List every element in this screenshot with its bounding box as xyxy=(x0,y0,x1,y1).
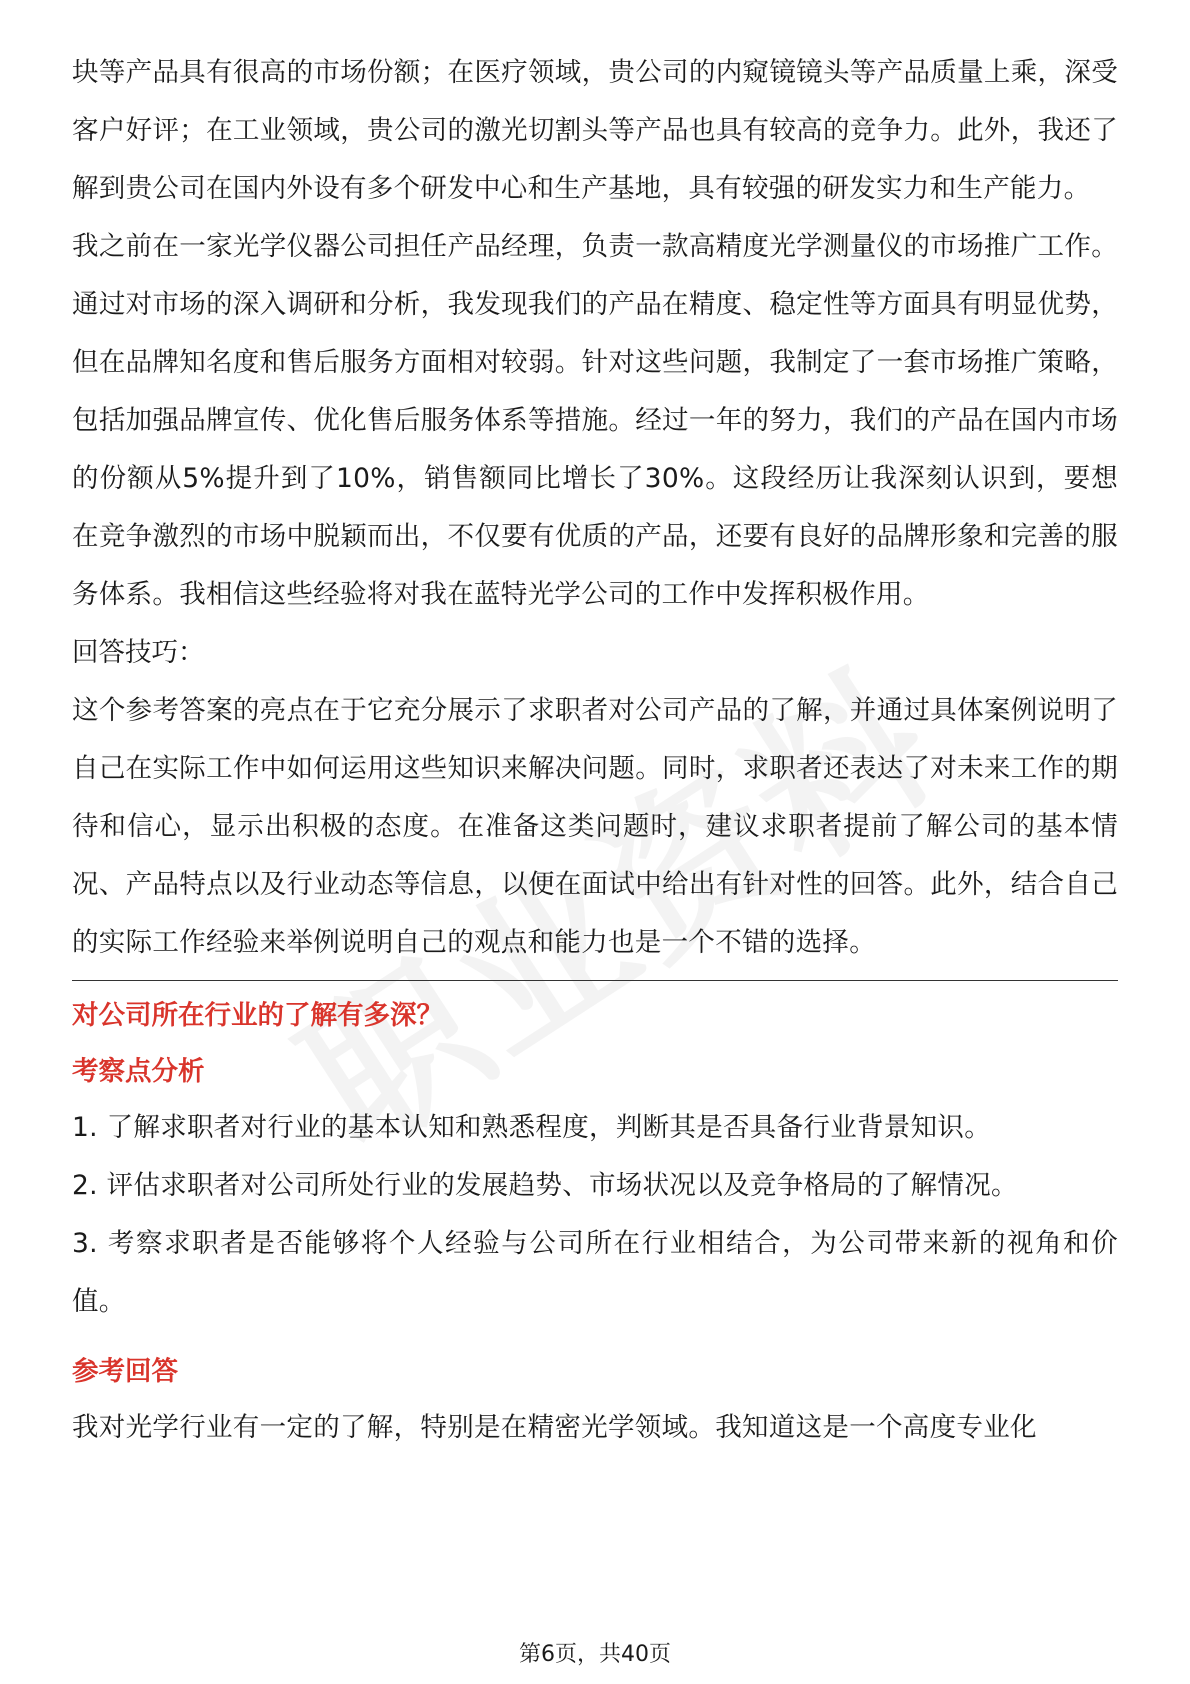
analysis-item-1: 1. 了解求职者对行业的基本认知和熟悉程度，判断其是否具备行业背景知识。 xyxy=(72,1112,992,1143)
question-heading: 对公司所在行业的了解有多深？ xyxy=(72,1000,443,1031)
section-divider xyxy=(72,980,1118,981)
analysis-item-2: 2. 评估求职者对公司所处行业的发展趋势、市场状况以及竞争格局的了解情况。 xyxy=(72,1170,1018,1201)
answer-heading: 参考回答 xyxy=(72,1356,178,1387)
intro-paragraph-2: 我之前在一家光学仪器公司担任产品经理，负责一款高精度光学测量仪的市场推广工作。通过对市场的深入调研和分析，我发现我们的产品在精度、稳定性等方面具有明显优势，但在品牌知名度和售后服务方面相对较弱。针对这些问题，我制定了一套市场推广策略，包括加强品牌宣传、优化售后服务体系等措施。经过一年的努力，我们的产品在国内市场的份额从5%提升到了10%，销售额同比增长了30%。这段经历让我深刻认识到，要想在竞争激烈的市场中脱颖而出，不仅要有优质的产品，还要有良好的品牌形象和完善的服务体系。我相信这些经验将对我在蓝特光学公司的工作中发挥积极作用。 xyxy=(72,231,1118,610)
analysis-heading: 考察点分析 xyxy=(72,1056,205,1087)
document-content xyxy=(72,44,1118,1457)
answer-paragraph: 我对光学行业有一定的了解，特别是在精密光学领域。我知道这是一个高度专业化 xyxy=(72,1412,1037,1443)
intro-paragraph-1: 块等产品具有很高的市场份额；在医疗领域，贵公司的内窥镜镜头等产品质量上乘，深受客户好评；在工业领域，贵公司的激光切割头等产品也具有较高的竞争力。此外，我还了解到贵公司在国内外设有多个研发中心和生产基地，具有较强的研发实力和生产能力。 xyxy=(72,57,1118,204)
analysis-item-3: 3. 考察求职者是否能够将个人经验与公司所在行业相结合，为公司带来新的视角和价值。 xyxy=(72,1228,1118,1317)
tips-label: 回答技巧： xyxy=(72,637,205,668)
tips-paragraph: 这个参考答案的亮点在于它充分展示了求职者对公司产品的了解，并通过具体案例说明了自己在实际工作中如何运用这些知识来解决问题。同时，求职者还表达了对未来工作的期待和信心，显示出积极的态度。在准备这类问题时，建议求职者提前了解公司的基本情况、产品特点以及行业动态等信息，以便在面试中给出有针对性的回答。此外，结合自己的实际工作经验来举例说明自己的观点和能力也是一个不错的选择。 xyxy=(72,695,1118,958)
page-number-footer: 第6页，共40页 xyxy=(519,1642,671,1667)
